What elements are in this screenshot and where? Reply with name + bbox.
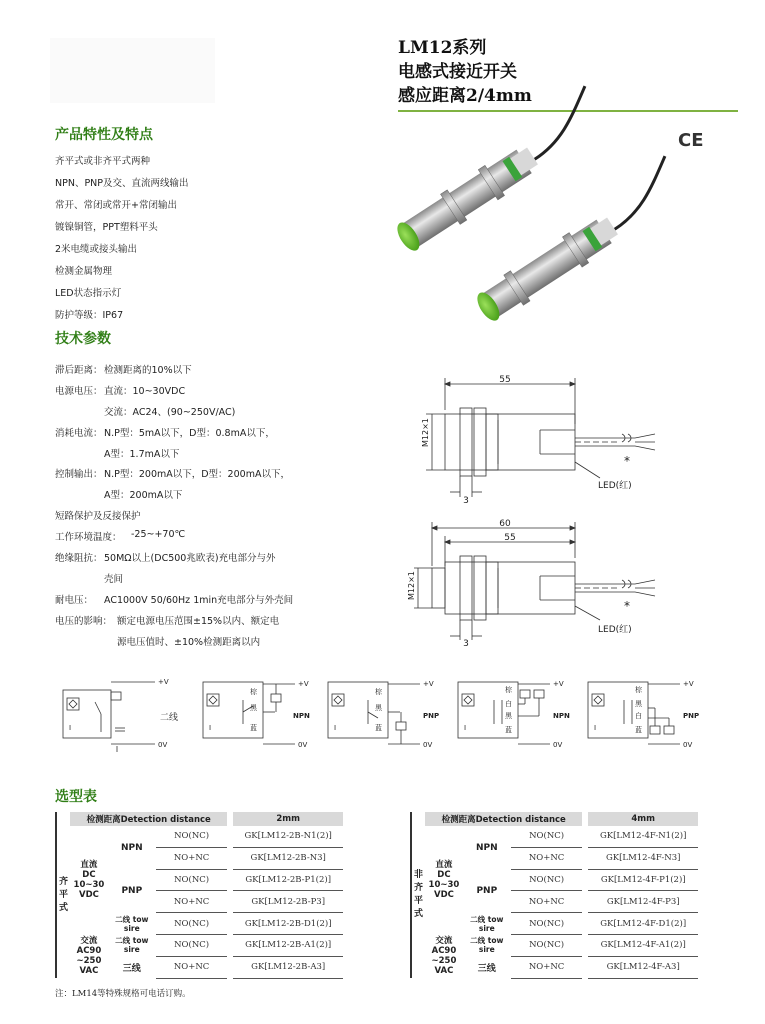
spec-label: 滞后距离： bbox=[55, 365, 103, 376]
circuit-label-brown: 棕 bbox=[375, 688, 382, 696]
spec-value: 额定电源电压范围±15%以内、额定电 bbox=[117, 616, 280, 627]
group-line: DC bbox=[82, 870, 96, 881]
selection-table-nonflush bbox=[410, 812, 698, 979]
circuit-label-i: I bbox=[464, 724, 467, 732]
side-char: 平 bbox=[58, 889, 68, 900]
output-cell: NO+NC bbox=[156, 891, 228, 913]
logo-area bbox=[50, 38, 215, 103]
wiring-diagram-pnp-1 bbox=[328, 682, 420, 744]
circuit-label-plus: +V bbox=[158, 678, 169, 686]
group-line: ~250 bbox=[431, 956, 457, 967]
header-size: 2mm bbox=[233, 812, 343, 826]
side-char: 平 bbox=[413, 896, 423, 907]
circuit-label-brown: 棕 bbox=[505, 686, 512, 694]
circuit-label-brown: 棕 bbox=[635, 686, 642, 694]
spec-value: N.P型：200mA以下，D型：200mA以下， bbox=[104, 469, 290, 480]
type-npn: NPN bbox=[120, 842, 143, 853]
circuit-label-blue: 蓝 bbox=[635, 726, 642, 734]
circuit-label-i: I bbox=[69, 724, 72, 732]
led-label: LED(红) bbox=[598, 625, 632, 635]
side-char: 齐 bbox=[58, 876, 68, 887]
output-cell: NO(NC) bbox=[156, 934, 228, 956]
model-cell: GK[LM12-4F-N1(2)] bbox=[588, 826, 698, 847]
footnote: 注：LM14等特殊规格可电话订购。 bbox=[55, 989, 191, 999]
model-cell: GK[LM12-2B-D1(2)] bbox=[233, 913, 343, 935]
selection-title: 选型表 bbox=[55, 789, 97, 805]
circuit-label-white: 白 bbox=[505, 700, 512, 708]
spec-value: 源电压值时、±10%检测距离以内 bbox=[117, 637, 261, 648]
circuit-label-black: 黑 bbox=[375, 704, 382, 712]
header-title-line3: 感应距离2/4mm bbox=[398, 86, 532, 106]
circuit-label-pnp: PNP bbox=[683, 712, 700, 720]
side-char: 齐 bbox=[413, 883, 423, 894]
selection-table-flush bbox=[55, 812, 343, 979]
output-cell: NO(NC) bbox=[511, 826, 583, 847]
model-cell: GK[LM12-2B-A1(2)] bbox=[233, 934, 343, 956]
dimension-drawing-flush bbox=[410, 372, 670, 512]
output-cell: NO+NC bbox=[156, 956, 228, 978]
circuit-label-black: 黑 bbox=[635, 700, 642, 708]
model-cell: GK[LM12-2B-A3] bbox=[233, 956, 343, 978]
spec-value: 检测距离的10%以下 bbox=[104, 365, 192, 376]
dim-length: 55 bbox=[499, 375, 511, 385]
header-title-line2: 电感式接近开关 bbox=[398, 62, 517, 82]
model-cell: GK[LM12-2B-N3] bbox=[233, 847, 343, 869]
spec-value: 短路保护及反接保护 bbox=[55, 511, 141, 522]
circuit-label-two-wire: 二线 bbox=[160, 713, 179, 723]
spec-value: 交流：AC24、(90~250V/AC) bbox=[104, 407, 236, 418]
wiring-diagram-pnp-2 bbox=[588, 682, 680, 744]
spec-value: 直流：10~30VDC bbox=[104, 386, 186, 397]
group-line: 10~30 bbox=[73, 880, 105, 891]
spec-value: A型：200mA以下 bbox=[104, 490, 183, 501]
wiring-diagram-npn-1 bbox=[203, 682, 295, 744]
circuit-label-i: I bbox=[594, 724, 597, 732]
features-title: 产品特性及特点 bbox=[55, 127, 153, 143]
output-cell: NO(NC) bbox=[511, 913, 583, 935]
dim-thread: M12×1 bbox=[421, 418, 430, 447]
model-cell: GK[LM12-4F-A1(2)] bbox=[588, 934, 698, 956]
side-char: 非 bbox=[413, 870, 423, 881]
circuit-label-pnp: PNP bbox=[423, 712, 440, 720]
group-line: VDC bbox=[434, 890, 454, 901]
type-pnp: PNP bbox=[121, 885, 143, 896]
dim-length: 55 bbox=[504, 533, 516, 543]
circuit-label-plus: +V bbox=[683, 680, 694, 688]
circuit-label-black: 黑 bbox=[505, 712, 512, 720]
type-three-wire: 三线 bbox=[122, 963, 141, 974]
group-line: 直流 bbox=[80, 860, 98, 871]
model-cell: GK[LM12-4F-P3] bbox=[588, 891, 698, 913]
dim-length-total: 60 bbox=[499, 519, 511, 529]
spec-value: -25~+70℃ bbox=[131, 529, 186, 540]
group-line: VDC bbox=[79, 890, 99, 901]
circuit-label-blue: 蓝 bbox=[505, 726, 512, 734]
side-char: 式 bbox=[58, 902, 68, 913]
group-line: VAC bbox=[79, 966, 99, 977]
spec-value: 壳间 bbox=[104, 574, 124, 585]
model-cell: GK[LM12-4F-D1(2)] bbox=[588, 913, 698, 935]
model-cell: GK[LM12-4F-N3] bbox=[588, 847, 698, 869]
star-mark: * bbox=[624, 454, 630, 468]
group-line: 10~30 bbox=[428, 880, 460, 891]
output-cell: NO+NC bbox=[511, 847, 583, 869]
model-cell: GK[LM12-2B-P1(2)] bbox=[233, 869, 343, 891]
header-detect: 检测距离Detection distance bbox=[70, 812, 227, 826]
spec-value: N.P型：5mA以下，D型：0.8mA以下， bbox=[104, 428, 275, 439]
circuit-label-npn: NPN bbox=[553, 712, 570, 720]
type-npn: NPN bbox=[475, 842, 498, 853]
product-photo bbox=[380, 142, 680, 342]
feature-item: 防护等级：IP67 bbox=[55, 310, 124, 321]
feature-item: 2米电缆或接头输出 bbox=[55, 244, 138, 255]
group-line: 交流 bbox=[80, 936, 98, 947]
spec-value: AC1000V 50/60Hz 1min充电部分与外壳间 bbox=[104, 595, 294, 606]
group-dc bbox=[425, 826, 463, 934]
side-label-nonflush bbox=[411, 812, 425, 978]
feature-item: 检测金属物理 bbox=[55, 266, 113, 277]
header-title-line1: LM12系列 bbox=[398, 38, 487, 58]
model-cell: GK[LM12-4F-A3] bbox=[588, 956, 698, 978]
model-cell: GK[LM12-2B-N1(2)] bbox=[233, 826, 343, 847]
wiring-diagram-two-wire bbox=[63, 682, 155, 752]
spec-value: 50MΩ以上(DC500兆欧表)充电部分与外 bbox=[104, 553, 276, 564]
spec-value: A型：1.7mA以下 bbox=[104, 449, 180, 460]
model-cell: GK[LM12-2B-P3] bbox=[233, 891, 343, 913]
feature-item: LED状态指示灯 bbox=[55, 288, 122, 299]
dim-nut: 3 bbox=[463, 496, 469, 506]
circuit-label-white: 白 bbox=[635, 712, 642, 720]
group-line: DC bbox=[437, 870, 451, 881]
output-cell: NO(NC) bbox=[511, 869, 583, 891]
circuit-label-zero: 0V bbox=[553, 741, 563, 749]
group-line: AC90 bbox=[431, 946, 457, 957]
circuit-label-plus: +V bbox=[423, 680, 434, 688]
circuit-label-zero: 0V bbox=[158, 741, 168, 749]
circuit-label-brown: 棕 bbox=[250, 688, 257, 696]
type-two-wire: 二线 tow sire bbox=[470, 914, 504, 933]
header-rule bbox=[398, 110, 738, 112]
output-cell: NO(NC) bbox=[156, 826, 228, 847]
group-ac bbox=[70, 934, 108, 978]
type-two-wire: 二线 tow sire bbox=[470, 936, 504, 955]
feature-item: 镀镍铜管，PPT塑料平头 bbox=[55, 222, 158, 233]
type-three-wire: 三线 bbox=[477, 963, 496, 974]
output-cell: NO+NC bbox=[511, 891, 583, 913]
circuit-label-plus: +V bbox=[298, 680, 309, 688]
circuit-label-zero: 0V bbox=[423, 741, 433, 749]
spec-label: 工作环境温度： bbox=[55, 532, 122, 543]
group-line: 交流 bbox=[435, 936, 453, 947]
group-line: VAC bbox=[434, 966, 454, 977]
feature-item: NPN、PNP及交、直流两线输出 bbox=[55, 178, 189, 189]
circuit-label-i: I bbox=[334, 724, 337, 732]
model-cell: GK[LM12-4F-P1(2)] bbox=[588, 869, 698, 891]
header-detect: 检测距离Detection distance bbox=[425, 812, 582, 826]
spec-label: 控制输出： bbox=[55, 469, 103, 480]
output-cell: NO+NC bbox=[156, 847, 228, 869]
circuit-label-black: 黑 bbox=[250, 704, 257, 712]
wiring-diagrams bbox=[55, 672, 715, 758]
dimension-drawing-nonflush bbox=[407, 518, 670, 649]
group-line: AC90 bbox=[76, 946, 102, 957]
side-char: 式 bbox=[413, 909, 423, 920]
led-label: LED(红) bbox=[598, 481, 632, 491]
circuit-label-zero: 0V bbox=[298, 741, 308, 749]
circuit-label-i: I bbox=[209, 724, 212, 732]
group-ac bbox=[425, 934, 463, 978]
spec-label: 绝缘阻抗： bbox=[55, 553, 103, 564]
specs-title: 技术参数 bbox=[55, 331, 111, 347]
circuit-label-plus: +V bbox=[553, 680, 564, 688]
feature-item: 齐平式或非齐平式两种 bbox=[55, 156, 151, 167]
side-label-flush bbox=[56, 812, 70, 978]
output-cell: NO+NC bbox=[511, 956, 583, 978]
feature-item: 常开、常闭或常开+常闭输出 bbox=[55, 200, 177, 211]
circuit-label-blue: 蓝 bbox=[375, 724, 382, 732]
star-mark: * bbox=[624, 599, 630, 613]
type-two-wire: 二线 tow sire bbox=[115, 914, 149, 933]
type-two-wire: 二线 tow sire bbox=[115, 936, 149, 955]
circuit-label-blue: 蓝 bbox=[250, 724, 257, 732]
output-cell: NO(NC) bbox=[511, 934, 583, 956]
wiring-diagram-npn-2 bbox=[458, 682, 550, 744]
type-pnp: PNP bbox=[476, 885, 498, 896]
group-line: ~250 bbox=[76, 956, 102, 967]
output-cell: NO(NC) bbox=[156, 869, 228, 891]
ce-mark: CE bbox=[678, 130, 704, 151]
circuit-label-npn: NPN bbox=[293, 712, 310, 720]
spec-label: 耐电压： bbox=[55, 595, 94, 606]
group-dc bbox=[70, 826, 108, 934]
header-size: 4mm bbox=[588, 812, 698, 826]
spec-label: 电源电压： bbox=[55, 386, 103, 397]
circuit-label-zero: 0V bbox=[683, 741, 693, 749]
dim-nut: 3 bbox=[463, 639, 469, 649]
output-cell: NO(NC) bbox=[156, 913, 228, 935]
spec-label: 消耗电流： bbox=[55, 428, 103, 439]
dim-thread: M12×1 bbox=[407, 571, 416, 600]
spec-label: 电压的影响： bbox=[55, 616, 113, 627]
group-line: 直流 bbox=[435, 860, 453, 871]
